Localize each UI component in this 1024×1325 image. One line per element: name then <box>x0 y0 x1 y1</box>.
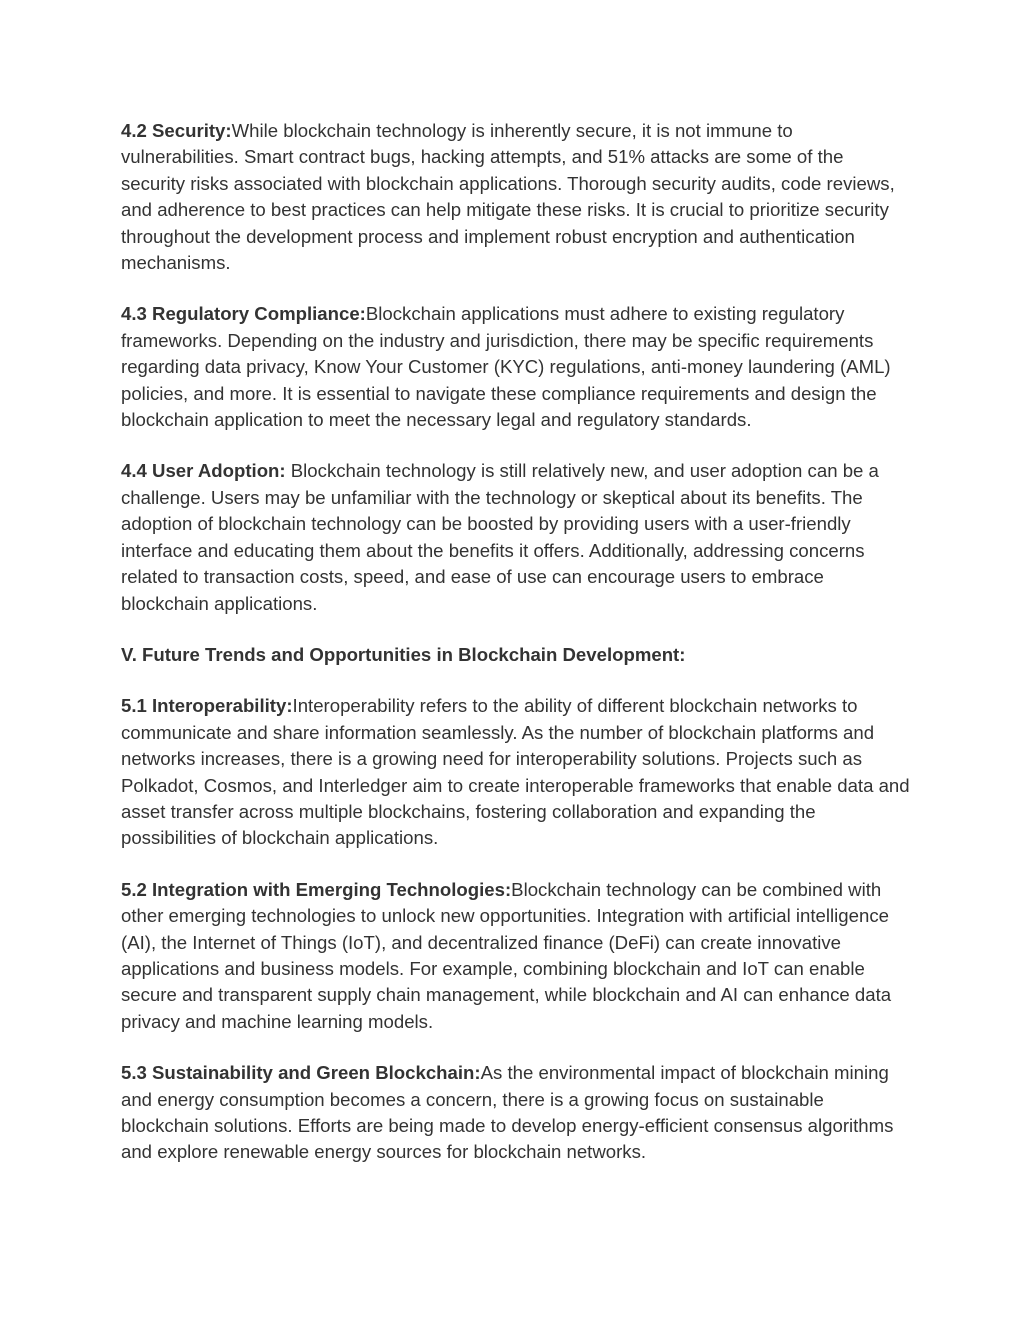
section-heading: 5.2 Integration with Emerging Technologies: <box>121 878 512 900</box>
section-heading: 4.4 User Adoption: <box>121 460 286 482</box>
section-5-2-integration-emerging-technologies <box>121 877 911 1035</box>
section-4-4-user-adoption <box>121 458 911 616</box>
chapter-title: V. Future Trends and Opportunities in Blockchain Development: <box>121 643 686 665</box>
section-heading: 5.1 Interoperability: <box>121 695 293 717</box>
section-4-3-regulatory-compliance <box>121 301 911 433</box>
section-heading: 5.3 Sustainability and Green Blockchain: <box>121 1062 481 1084</box>
section-5-1-interoperability <box>121 693 911 851</box>
section-body: Blockchain technology is still relatively new, and user adoption can be a challenge. Users may be unfamiliar with the technology or skeptical about its benefits. The adoption of blockchain technology can be boosted by providing users with a user-friendly interface and educating them about the benefits it offers. Additionally, addressing concerns related to transaction costs, speed, and ease of use can encourage users to embrace blockchain applications. <box>121 460 879 614</box>
section-body: While blockchain technology is inherently secure, it is not immune to vulnerabilities. Smart contract bugs, hacking attempts, and 51% attacks are some of the security risks associated with blockchain applications. Thorough security audits, code reviews, and adherence to best practices can help mitigate these risks. It is crucial to prioritize security throughout the development process and implement robust encryption and authentication mechanisms. <box>121 120 895 274</box>
section-heading: 4.3 Regulatory Compliance: <box>121 303 366 325</box>
section-body: As the environmental impact of blockchain mining and energy consumption becomes a concern, there is a growing focus on sustainable blockchain solutions. Efforts are being made to develop energy-efficient consensus algorithms and explore renewable energy sources for blockchain networks. <box>121 1062 894 1163</box>
section-body: Blockchain technology can be combined with other emerging technologies to unlock new opportunities. Integration with artificial intelligence (AI), the Internet of Things (IoT), and decentralized finance (DeFi) can create innovative applications and business models. For example, combining blockchain and IoT can enable secure and transparent supply chain management, while blockchain and AI can enhance data privacy and machine learning models. <box>121 878 892 1032</box>
section-4-2-security <box>121 118 911 276</box>
section-body: Interoperability refers to the ability of different blockchain networks to communicate and share information seamlessly. As the number of blockchain platforms and networks increases, there is a growing need for interoperability solutions. Projects such as Polkadot, Cosmos, and Interledger aim to create interoperable frameworks that enable data and asset transfer across multiple blockchains, fostering collaboration and expanding the possibilities of blockchain applications. <box>121 695 910 849</box>
document-page <box>121 118 911 1191</box>
section-body: Blockchain applications must adhere to existing regulatory frameworks. Depending on the industry and jurisdiction, there may be specific requirements regarding data privacy, Know Your Customer (KYC) regulations, anti-money laundering (AML) policies, and more. It is essential to navigate these compliance requirements and design the blockchain application to meet the necessary legal and regulatory standards. <box>121 303 891 431</box>
section-heading: 4.2 Security: <box>121 120 232 141</box>
section-5-3-sustainability-green-blockchain <box>121 1060 911 1166</box>
